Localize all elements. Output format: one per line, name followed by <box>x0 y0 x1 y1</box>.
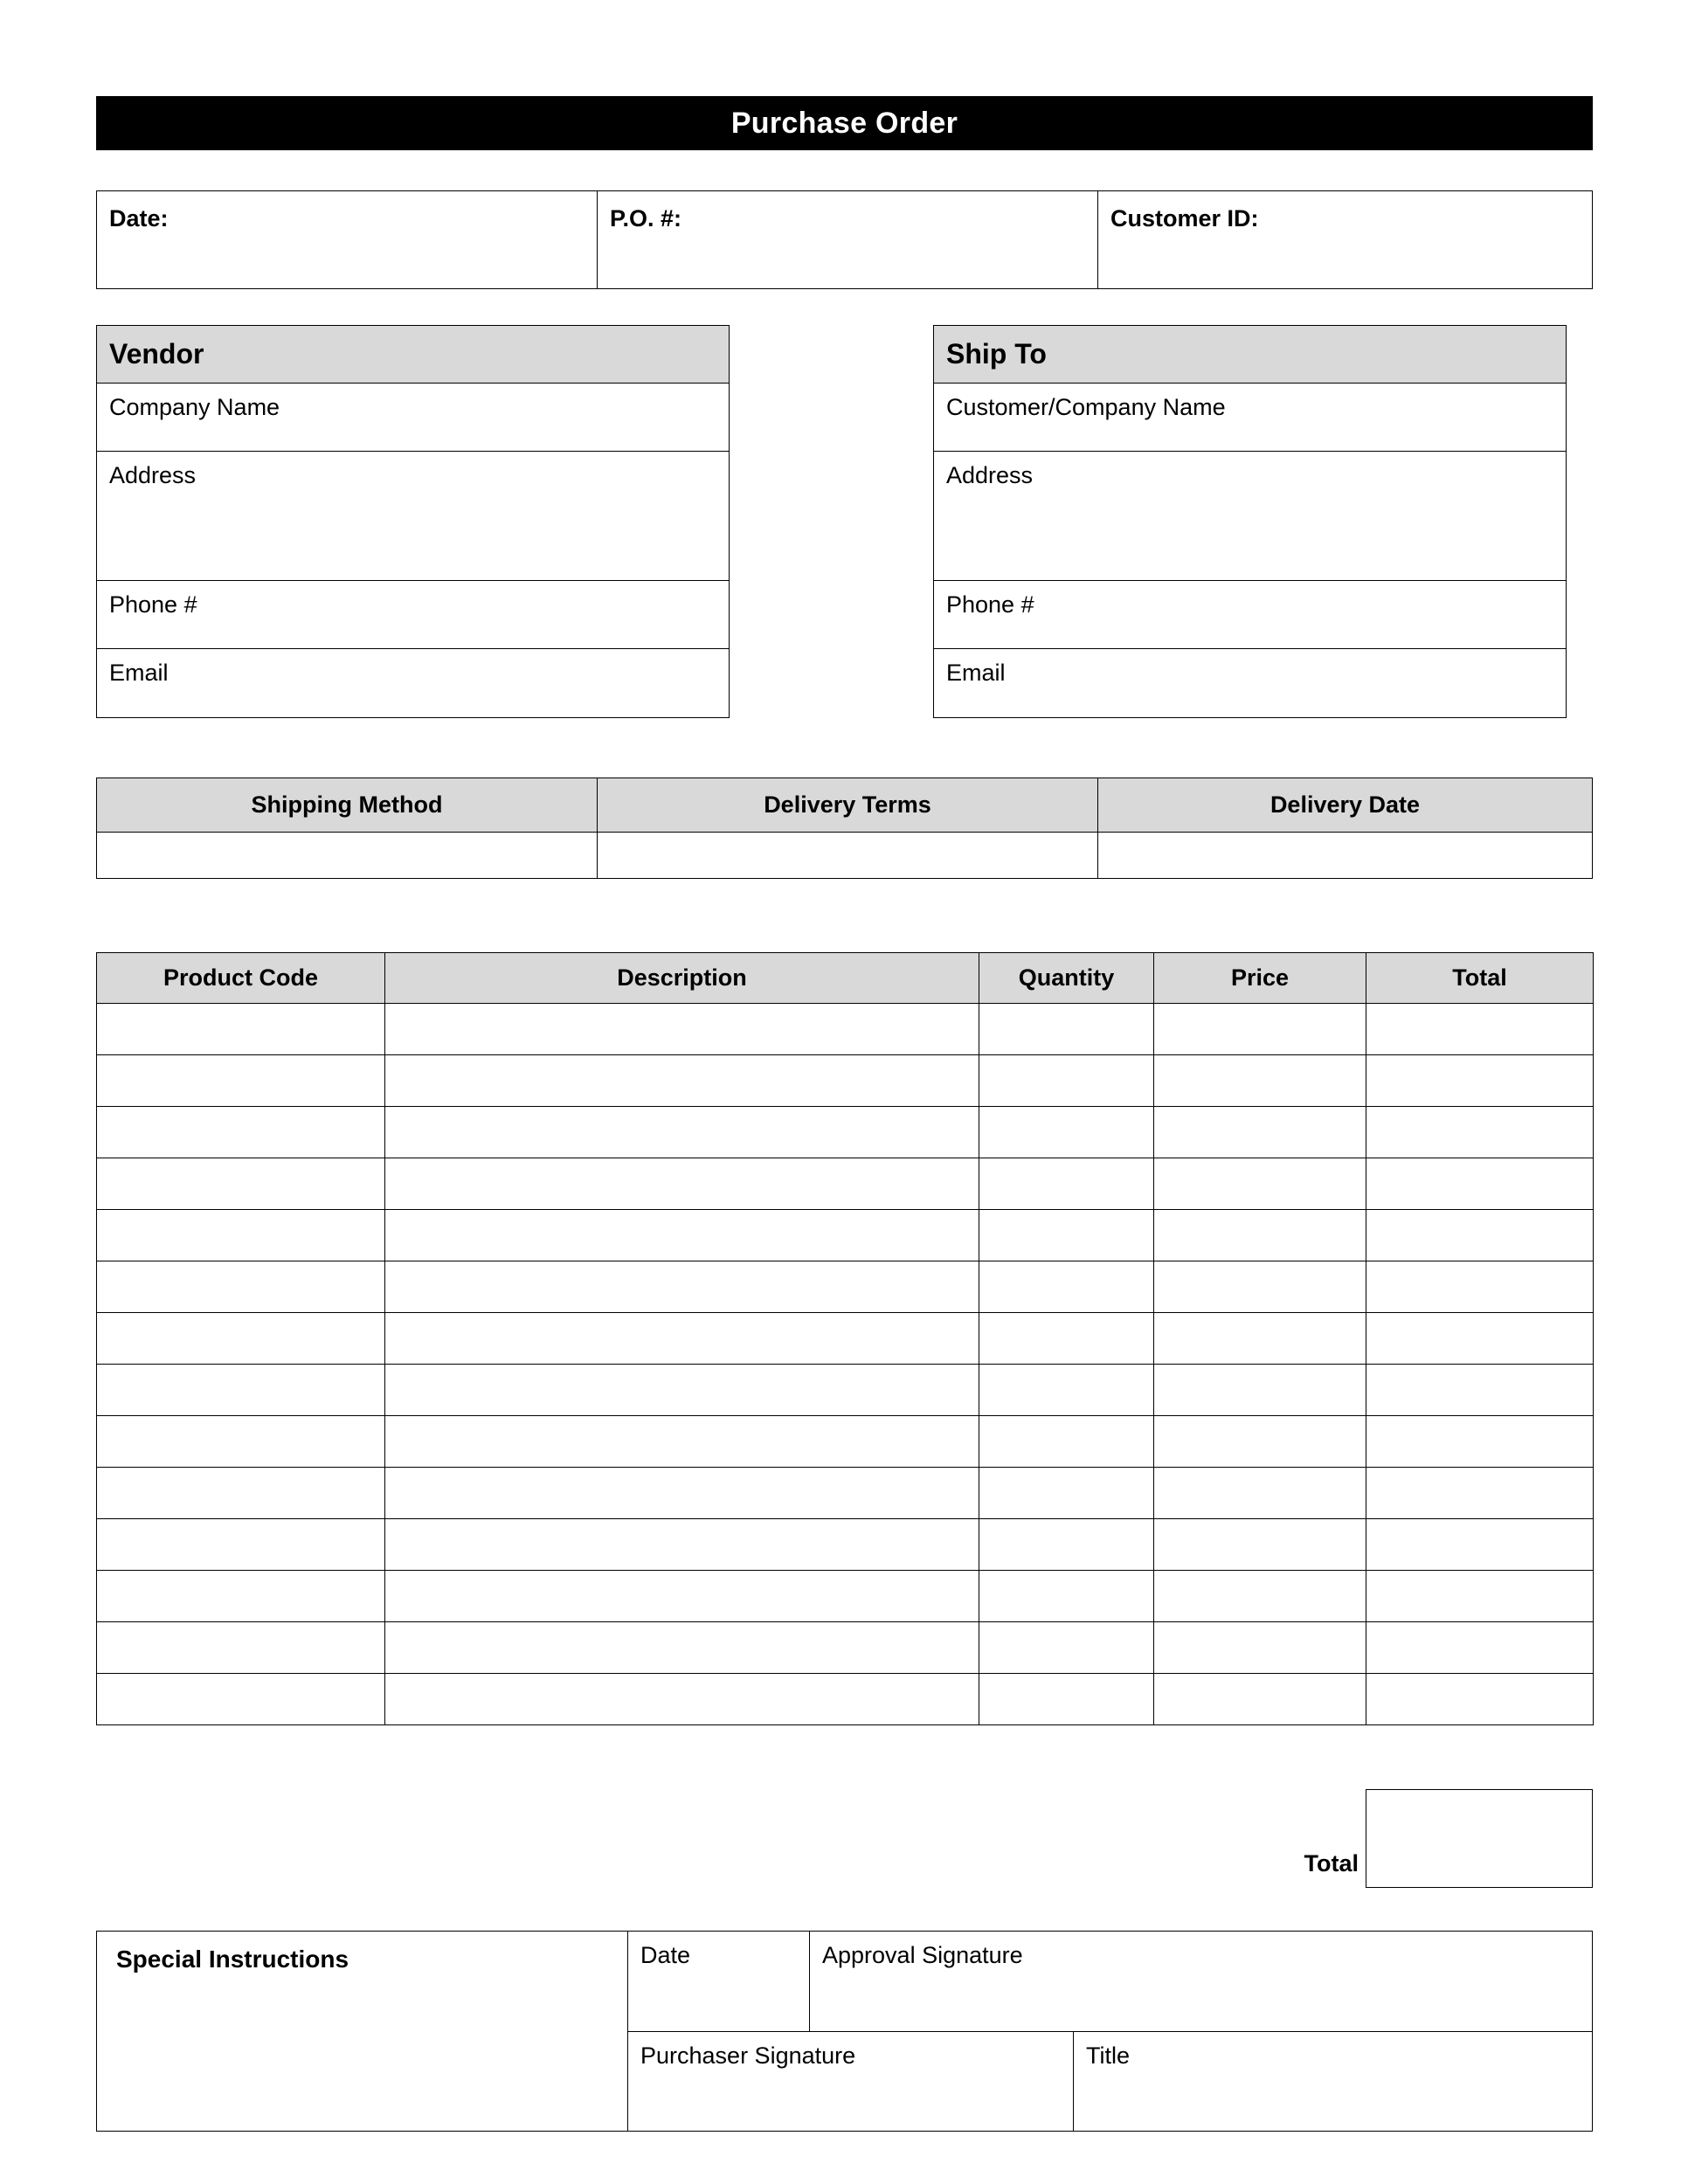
cell-price[interactable] <box>1154 1004 1366 1055</box>
total-header: Total <box>1366 953 1594 1004</box>
cell-total[interactable] <box>1366 1055 1594 1107</box>
cell-description[interactable] <box>385 1107 979 1158</box>
ship-to-email-label: Email <box>946 660 1006 686</box>
vendor-email-field[interactable] <box>97 649 729 717</box>
vendor-company-name-label: Company Name <box>109 394 280 420</box>
description-header: Description <box>385 953 979 1004</box>
signer-title-label: Title <box>1086 2042 1131 2069</box>
delivery-terms-field[interactable] <box>598 833 1098 878</box>
vendor-company-name-field[interactable] <box>97 384 729 452</box>
table-row[interactable] <box>97 1468 1594 1519</box>
special-instructions-field[interactable] <box>97 1932 628 2131</box>
table-row[interactable] <box>97 1261 1594 1313</box>
quantity-header: Quantity <box>979 953 1154 1004</box>
shipping-header-row <box>97 778 1592 833</box>
ship-to-email-field[interactable] <box>934 649 1566 717</box>
cell-price[interactable] <box>1154 1468 1366 1519</box>
customer-id-label: Customer ID: <box>1110 205 1259 232</box>
table-row[interactable] <box>97 1416 1594 1468</box>
cell-quantity[interactable] <box>979 1519 1154 1571</box>
vendor-address-field[interactable] <box>97 452 729 581</box>
cell-quantity[interactable] <box>979 1107 1154 1158</box>
signature-row-top <box>628 1932 1592 2032</box>
cell-description[interactable] <box>385 1519 979 1571</box>
cell-product-code[interactable] <box>97 1519 385 1571</box>
cell-product-code[interactable] <box>97 1674 385 1725</box>
cell-price[interactable] <box>1154 1622 1366 1674</box>
delivery-terms-header: Delivery Terms <box>598 778 1098 833</box>
cell-product-code[interactable] <box>97 1416 385 1468</box>
cell-price[interactable] <box>1154 1365 1366 1416</box>
cell-description[interactable] <box>385 1622 979 1674</box>
cell-price[interactable] <box>1154 1107 1366 1158</box>
ship-to-address-field[interactable] <box>934 452 1566 581</box>
line-items-body <box>97 1004 1594 1725</box>
cell-quantity[interactable] <box>979 1674 1154 1725</box>
table-row[interactable] <box>97 1571 1594 1622</box>
customer-id-field[interactable] <box>1098 191 1592 288</box>
cell-total[interactable] <box>1366 1468 1594 1519</box>
page-title: Purchase Order <box>96 96 1593 150</box>
cell-quantity[interactable] <box>979 1416 1154 1468</box>
table-row[interactable] <box>97 1107 1594 1158</box>
cell-product-code[interactable] <box>97 1107 385 1158</box>
product-code-header: Product Code <box>97 953 385 1004</box>
ship-to-company-name-field[interactable] <box>934 384 1566 452</box>
cell-product-code[interactable] <box>97 1313 385 1365</box>
ship-to-company-name-label: Customer/Company Name <box>946 394 1226 420</box>
cell-quantity[interactable] <box>979 1055 1154 1107</box>
cell-price[interactable] <box>1154 1519 1366 1571</box>
table-row[interactable] <box>97 1622 1594 1674</box>
po-number-field[interactable] <box>598 191 1098 288</box>
purchaser-signature-label: Purchaser Signature <box>640 2042 856 2069</box>
table-row[interactable] <box>97 1004 1594 1055</box>
cell-product-code[interactable] <box>97 1004 385 1055</box>
date-field[interactable] <box>97 191 598 288</box>
cell-product-code[interactable] <box>97 1365 385 1416</box>
signer-title-field[interactable] <box>1074 2032 1592 2132</box>
cell-description[interactable] <box>385 1261 979 1313</box>
vendor-phone-field[interactable] <box>97 581 729 649</box>
cell-product-code[interactable] <box>97 1571 385 1622</box>
cell-description[interactable] <box>385 1313 979 1365</box>
price-header: Price <box>1154 953 1366 1004</box>
cell-price[interactable] <box>1154 1313 1366 1365</box>
cell-total[interactable] <box>1366 1571 1594 1622</box>
cell-total[interactable] <box>1366 1313 1594 1365</box>
cell-product-code[interactable] <box>97 1055 385 1107</box>
ship-to-phone-label: Phone # <box>946 591 1034 618</box>
cell-total[interactable] <box>1366 1365 1594 1416</box>
cell-total[interactable] <box>1366 1107 1594 1158</box>
shipping-method-header: Shipping Method <box>97 778 598 833</box>
table-row[interactable] <box>97 1313 1594 1365</box>
cell-quantity[interactable] <box>979 1210 1154 1261</box>
cell-price[interactable] <box>1154 1261 1366 1313</box>
cell-product-code[interactable] <box>97 1622 385 1674</box>
shipping-details-table <box>96 778 1593 879</box>
delivery-date-header: Delivery Date <box>1098 778 1592 833</box>
shipping-value-row <box>97 833 1592 878</box>
table-row[interactable] <box>97 1674 1594 1725</box>
cell-total[interactable] <box>1366 1158 1594 1210</box>
approval-signature-field[interactable] <box>810 1932 1592 2031</box>
signature-area <box>628 1932 1592 2131</box>
shipping-method-field[interactable] <box>97 833 598 878</box>
ship-to-block <box>933 325 1567 718</box>
ship-to-heading: Ship To <box>934 326 1566 384</box>
purchaser-signature-field[interactable] <box>628 2032 1074 2132</box>
cell-total[interactable] <box>1366 1674 1594 1725</box>
cell-total[interactable] <box>1366 1622 1594 1674</box>
vendor-email-label: Email <box>109 660 169 686</box>
cell-description[interactable] <box>385 1468 979 1519</box>
cell-description[interactable] <box>385 1004 979 1055</box>
cell-total[interactable] <box>1366 1261 1594 1313</box>
cell-total[interactable] <box>1366 1210 1594 1261</box>
table-row[interactable] <box>97 1210 1594 1261</box>
vendor-phone-label: Phone # <box>109 591 197 618</box>
cell-product-code[interactable] <box>97 1210 385 1261</box>
approval-date-label: Date <box>640 1942 691 1968</box>
cell-quantity[interactable] <box>979 1004 1154 1055</box>
cell-total[interactable] <box>1366 1004 1594 1055</box>
vendor-block <box>96 325 730 718</box>
grand-total-row <box>96 1789 1593 1888</box>
cell-total[interactable] <box>1366 1519 1594 1571</box>
ship-to-phone-field[interactable] <box>934 581 1566 649</box>
cell-price[interactable] <box>1154 1158 1366 1210</box>
po-number-label: P.O. #: <box>610 205 682 232</box>
approval-date-field[interactable] <box>628 1932 810 2031</box>
table-row[interactable] <box>97 1365 1594 1416</box>
cell-quantity[interactable] <box>979 1571 1154 1622</box>
special-instructions-label: Special Instructions <box>116 1946 349 1973</box>
cell-description[interactable] <box>385 1571 979 1622</box>
cell-price[interactable] <box>1154 1055 1366 1107</box>
cell-quantity[interactable] <box>979 1365 1154 1416</box>
cell-quantity[interactable] <box>979 1261 1154 1313</box>
approval-signature-label: Approval Signature <box>822 1942 1023 1968</box>
delivery-date-field[interactable] <box>1098 833 1592 878</box>
vendor-address-label: Address <box>109 462 197 488</box>
cell-description[interactable] <box>385 1365 979 1416</box>
cell-product-code[interactable] <box>97 1158 385 1210</box>
signature-block <box>96 1931 1593 2132</box>
cell-quantity[interactable] <box>979 1468 1154 1519</box>
cell-product-code[interactable] <box>97 1468 385 1519</box>
vendor-heading: Vendor <box>97 326 729 384</box>
cell-price[interactable] <box>1154 1210 1366 1261</box>
grand-total-label: Total <box>1304 1850 1359 1876</box>
cell-product-code[interactable] <box>97 1261 385 1313</box>
cell-quantity[interactable] <box>979 1622 1154 1674</box>
cell-description[interactable] <box>385 1055 979 1107</box>
line-items-header-row <box>97 953 1594 1004</box>
date-label: Date: <box>109 205 169 232</box>
cell-price[interactable] <box>1154 1571 1366 1622</box>
cell-price[interactable] <box>1154 1416 1366 1468</box>
table-row[interactable] <box>97 1055 1594 1107</box>
cell-total[interactable] <box>1366 1416 1594 1468</box>
cell-description[interactable] <box>385 1674 979 1725</box>
signature-row-bottom <box>628 2032 1592 2132</box>
cell-quantity[interactable] <box>979 1158 1154 1210</box>
ship-to-address-label: Address <box>946 462 1034 488</box>
cell-price[interactable] <box>1154 1674 1366 1725</box>
table-row[interactable] <box>97 1158 1594 1210</box>
order-meta-row <box>96 190 1593 289</box>
grand-total-field[interactable] <box>1366 1789 1593 1888</box>
table-row[interactable] <box>97 1519 1594 1571</box>
cell-description[interactable] <box>385 1158 979 1210</box>
cell-description[interactable] <box>385 1210 979 1261</box>
cell-quantity[interactable] <box>979 1313 1154 1365</box>
line-items-table <box>96 952 1594 1725</box>
cell-description[interactable] <box>385 1416 979 1468</box>
